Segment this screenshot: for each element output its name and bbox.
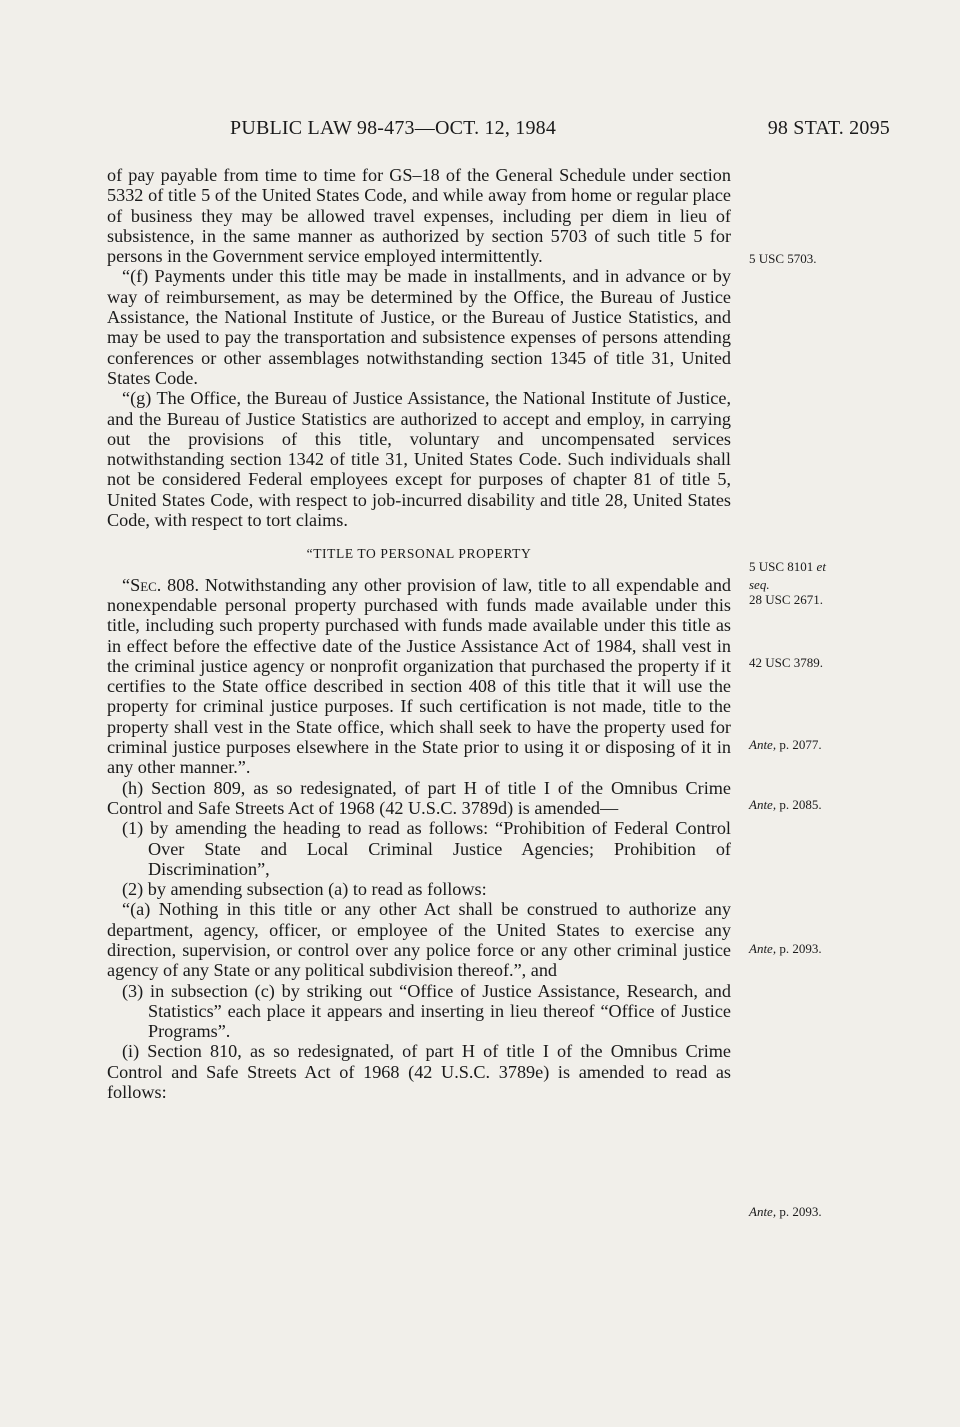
margin-note-ante: Ante,	[749, 737, 777, 752]
margin-note-42usc3789: 42 USC 3789.	[749, 655, 824, 670]
header-title: PUBLIC LAW 98-473—OCT. 12, 1984	[230, 117, 557, 139]
margin-note-page: p. 2085.	[776, 797, 822, 812]
margin-note-5usc8101	[749, 559, 826, 574]
body-text	[107, 165, 731, 1102]
paragraph-i: (i) Section 810, as so redesignated, of part H of title I of the Omnibus Crime Control and Safe Streets Act of 1968 (42 U.S.C. 3789e) is amended to read as follows:	[107, 1041, 731, 1103]
margin-note-page: p. 2093.	[776, 1204, 822, 1219]
margin-note-ante: Ante,	[749, 1204, 777, 1219]
paragraph-f: “(f) Payments under this title may be made in installments, and in advance or by way of reimbursement, as may be determined by the Office, the Bureau of Justice Assistance, the National Institute of Justice, or the Bureau of Justice Statistics, and may be used to pay the transportation and subsistence expenses of persons attending conferences or other assemblages notwithstanding section 1345 of title 31, United States Code.	[107, 266, 731, 388]
section-heading: “TITLE TO PERSONAL PROPERTY	[306, 546, 532, 562]
margin-note-citation: 5 USC 8101	[749, 559, 817, 574]
section-808-text: Notwithstanding any other provision of law, title to all expendable and nonexpendable personal property purchased with funds made available under this title, including such property purchased with funds made available under this title as in effect before the effective date of the Justice Assistance Act of 1984, shall vest in the criminal justice agency or nonprofit organization that purchased the property if it certifies to the State office described in section 408 of this title that it will use the property for criminal justice purposes. If such certification is not made, title to the property shall vest in the State office, which shall seek to have the property used for criminal justice purposes elsewhere in the State prior to using it or disposing of it in any other manner.”.	[107, 574, 732, 778]
clause-3: (3) in subsection (c) by striking out “Office of Justice Assistance, Research, and Statistics” each place it appears and inserting in lieu thereof “Office of Justice Programs”.	[122, 980, 731, 1042]
header-stat-page: 98 STAT. 2095	[767, 117, 890, 139]
margin-note-page: p. 2093.	[776, 941, 822, 956]
paragraph-sec-808	[107, 575, 731, 778]
margin-note-ante: Ante,	[749, 941, 777, 956]
margin-note-et: et	[816, 559, 826, 574]
clause-2: (2) by amending subsection (a) to read as follows:	[122, 879, 487, 900]
margin-note-ante: Ante,	[749, 797, 777, 812]
paragraph-g: “(g) The Office, the Bureau of Justice Assistance, the National Institute of Justice, and the Bureau of Justice Statistics are authorized to accept and employ, in carrying out the provisions of this title, voluntary and uncompensated services notwithstanding section 1342 of title 31, United States Code. Such individuals shall not be considered Federal employees except for purposes of chapter 81 of title 5, United States Code, with respect to job-incurred disability and title 28, United States Code, with respect to tort claims.	[107, 388, 731, 531]
margin-note-seq	[749, 577, 770, 592]
clause-1: (1) by amending the heading to read as follows: “Prohibition of Federal Control Over State and Local Criminal Justice Agencies; Prohibition of Discrimination”,	[122, 818, 731, 879]
paragraph-h: (h) Section 809, as so redesignated, of part H of title I of the Omnibus Crime Control and Safe Streets Act of 1968 (42 U.S.C. 3789d) is amended—	[107, 777, 731, 818]
margin-note-28usc2671: 28 USC 2671.	[749, 592, 824, 607]
margin-note-page: p. 2077.	[776, 737, 822, 752]
section-label: “Sec. 808.	[122, 574, 199, 595]
margin-note-ante-2085	[749, 797, 822, 812]
margin-note-ante-2077	[749, 737, 822, 752]
quoted-subsection-a: “(a) Nothing in this title or any other Act shall be construed to authorize any department, agency, officer, or employee of the United States to exercise any direction, supervision, or control over any police force or any other criminal justice agency of any State or any political subdivision thereof.”, and	[107, 899, 731, 981]
paragraph-continuation: of pay payable from time to time for GS–18 of the General Schedule under section 5332 of title 5 of the United States Code, and while away from home or regular place of business they may be allowed travel expenses, including per diem in lieu of subsistence, in the same manner as authorized by section 5703 of such title 5 for persons in the Government service employed intermittently.	[107, 165, 731, 267]
margin-note-ante-2093-b	[749, 1204, 822, 1219]
margin-note-seq-text: seq.	[749, 577, 770, 592]
margin-note-ante-2093-a	[749, 941, 822, 956]
margin-note-5usc5703: 5 USC 5703.	[749, 251, 817, 266]
